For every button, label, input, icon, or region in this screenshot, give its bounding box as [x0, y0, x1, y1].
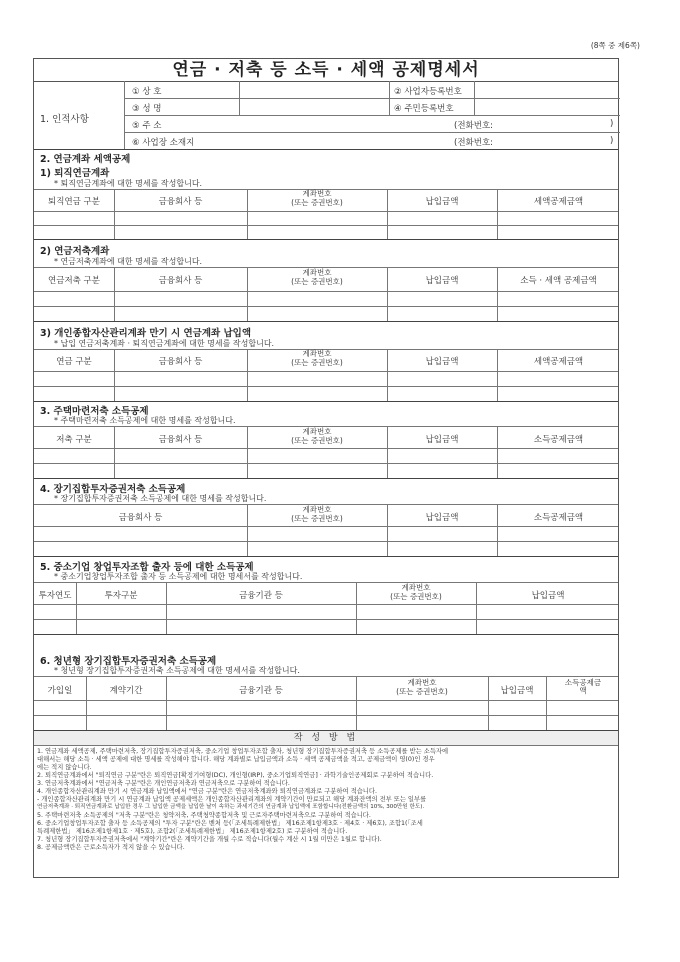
- col-deduction: 소득공제금액: [533, 513, 584, 523]
- section2-1-title: 1) 퇴직연금계좌: [40, 168, 110, 179]
- form-frame: [33, 58, 619, 878]
- col-pension-type: 연금 구분: [56, 357, 92, 367]
- col-account-no: 계좌번호: [302, 349, 332, 358]
- col-account-no-sub: (또는 증권번호): [291, 277, 343, 286]
- col-savings-type: 저축 구분: [56, 435, 92, 445]
- method-line: 2. 퇴직연금계좌에서 "퇴직연금 구분"란은 퇴직연금[확정기여형(DC), 개인형(IRP), 중소기업퇴직연금] · 과학기술인공제회로 구분하여 적습니다.: [37, 772, 434, 779]
- section6-title: 6. 청년형 장기집합투자증권저축 소득공제: [40, 656, 217, 667]
- method-line: 7. 청년형 장기집합투자증권저축에서 "계약기간"란은 계약기간을 개월 수로 적습니다(월수 계산 시 1월 미만은 1월로 합니다).: [37, 836, 382, 843]
- method-line: 특례제한법」 제16조제1항제1호 · 제5호), 조합2(「조세특례제한법」 제16조제1항제2호) 로 구분하여 적습니다.: [37, 828, 348, 835]
- col-deduction-sub: 액: [579, 686, 587, 695]
- col-financial-institution: 금융회사 등: [158, 197, 203, 207]
- col-financial-institution: 금융회사 등: [158, 435, 203, 445]
- col-account-no-sub: (또는 증권번호): [390, 592, 442, 601]
- col-account-no: 계좌번호: [302, 427, 332, 436]
- phone-close-1: ): [610, 119, 614, 129]
- section4-note: * 장기집합투자증권저축 소득공제에 대한 명세를 작성합니다.: [54, 494, 267, 503]
- col-payment: 납입금액: [425, 513, 459, 523]
- field-business-reg-no: ② 사업자등록번호: [394, 87, 462, 97]
- col-invest-type: 투자구분: [104, 591, 138, 601]
- section2-1-note: * 퇴직연금계좌에 대한 명세를 작성합니다.: [54, 179, 203, 188]
- col-join-date: 가입일: [47, 686, 73, 696]
- form-title: 연금 · 저축 등 소득 · 세액 공제명세서: [34, 59, 618, 82]
- method-title: 작 성 방 법: [34, 731, 618, 745]
- phone-label-1: (전화번호:: [454, 121, 494, 131]
- method-line: 에는 적지 않습니다.: [37, 764, 92, 771]
- col-financial-institution: 금융회사 등: [118, 513, 163, 523]
- col-payment: 납입금액: [500, 686, 534, 696]
- field-company-name: ① 상 호: [132, 87, 162, 97]
- col-payment: 납입금액: [425, 435, 459, 445]
- method-line: 6. 중소기업창업투자조합 출자 등 소득공제의 "투자 구분"란은 벤처 등(「조세특례제한법」 제16조제1항제3호 · 제4호 · 제6호), 조합1(「조세: [37, 820, 423, 827]
- col-credit: 소득 · 세액 공제금액: [520, 276, 597, 286]
- method-line: - 개인종합자산관리계좌 만기 시 연금계좌 납입액 공제세액은 개인종합자산관리계좌의 계약기간이 만료되고 해당 계좌잔액의 전부 또는 일부를: [37, 796, 427, 803]
- col-financial-institution: 금융기관 등: [239, 591, 283, 601]
- section2-header: 2. 연금계좌 세액공제: [40, 154, 131, 165]
- method-line: 3. 연금저축계좌에서 "연금저축 구분"란은 개인연금저축과 연금저축으로 구분하여 적습니다.: [37, 780, 290, 787]
- col-account-no-sub: (또는 증권번호): [291, 436, 343, 445]
- col-payment: 납입금액: [425, 197, 459, 207]
- phone-close-2: ): [610, 136, 614, 146]
- col-account-no-sub: (또는 증권번호): [291, 358, 343, 367]
- col-financial-institution: 금융기관 등: [239, 686, 283, 696]
- field-name: ③ 성 명: [132, 104, 162, 114]
- section3-title: 3. 주택마련저축 소득공제: [40, 406, 149, 417]
- col-account-no-sub: (또는 증권번호): [291, 514, 343, 523]
- field-business-address: ⑥ 사업장 소재지: [132, 138, 195, 148]
- col-credit: 세액공제금액: [533, 197, 584, 207]
- phone-label-2: (전화번호:: [454, 138, 494, 148]
- section2-2-note: * 연금저축계좌에 대한 명세를 작성합니다.: [54, 257, 203, 266]
- col-retire-type: 퇴직연금 구분: [48, 197, 100, 207]
- section2-3-note: * 납입 연금저축계좌 · 퇴직연금계좌에 대한 명세를 작성합니다.: [54, 339, 275, 348]
- section5-note: * 중소기업창업투자조합 출자 등 소득공제에 대한 명세서를 작성합니다.: [54, 572, 303, 581]
- method-line: 4. 개인종합자산관리계좌 만기 시 연금계좌 납입액에서 "연금 구분"란은 연금저축계좌와 퇴직연금계좌로 구분하여 적습니다.: [37, 788, 377, 795]
- field-resident-reg-no: ④ 주민등록번호: [394, 104, 454, 114]
- col-account-no: 계좌번호: [302, 505, 332, 514]
- section2-3-title: 3) 개인종합자산관리계좌 만기 시 연금계좌 납입액: [40, 328, 252, 339]
- col-pension-savings-type: 연금저축 구분: [48, 276, 100, 286]
- col-account-no: 계좌번호: [302, 268, 332, 277]
- col-financial-institution: 금융회사 등: [158, 357, 203, 367]
- section2-2-title: 2) 연금저축계좌: [40, 246, 110, 257]
- col-invest-year: 투자연도: [38, 591, 72, 601]
- col-account-no-sub: (또는 증권번호): [291, 198, 343, 207]
- method-line: 연금저축계좌 · 퇴직연금계좌로 납입한 경우 그 납입한 금액을 납입한 날이 속하는 과세기간의 연금계좌 납입액에 포함합니다(전환금액의 10%, 300만원 한도).: [37, 804, 425, 810]
- col-account-no-sub: (또는 증권번호): [396, 687, 448, 696]
- personal-header: 1. 인적사항: [40, 114, 89, 125]
- section3-note: * 주택마련저축 소득공제에 대한 명세를 작성합니다.: [54, 416, 236, 425]
- col-payment: 납입금액: [531, 591, 565, 601]
- col-account-no: 계좌번호: [302, 189, 332, 198]
- col-contract-period: 계약기간: [109, 686, 143, 696]
- col-credit: 세액공제금액: [533, 357, 584, 367]
- col-payment: 납입금액: [425, 276, 459, 286]
- col-deduction: 소득공제금액: [533, 435, 584, 445]
- section4-title: 4. 장기집합투자증권저축 소득공제: [40, 484, 186, 495]
- col-account-no: 계좌번호: [401, 583, 431, 592]
- col-payment: 납입금액: [425, 357, 459, 367]
- method-line: 5. 주택마련저축 소득공제의 "저축 구분"란은 청약저축, 주택청약종합저축 및 근로자주택마련저축으로 구분하여 적습니다.: [37, 812, 371, 819]
- col-financial-institution: 금융회사 등: [158, 276, 203, 286]
- section5-title: 5. 중소기업 창업투자조합 출자 등에 대한 소득공제: [40, 562, 254, 573]
- section6-note: * 청년형 장기집합투자증권저축 소득공제에 대한 명세서를 작성합니다.: [54, 666, 300, 675]
- col-deduction: 소득공제금: [564, 678, 602, 687]
- col-account-no: 계좌번호: [407, 678, 437, 687]
- method-line: 대해서는 해당 소득 · 세액 공제에 대한 명세를 작성해야 합니다. 해당 계좌별로 납입금액과 소득 · 세액 공제금액을 적고, 공제금액이 영(0)인 경우: [37, 756, 435, 763]
- field-address: ⑤ 주 소: [132, 121, 162, 131]
- page-number: (8쪽 중 제6쪽): [590, 41, 640, 50]
- method-line: 1. 연금계좌 세액공제, 주택마련저축, 장기집합투자증권저축, 중소기업 창업투자조합 출자, 청년형 장기집합투자증권저축 등 소득공제를 받는 소득자에: [37, 748, 449, 755]
- method-line: 8. 공제금액란은 근로소득자가 적지 않을 수 있습니다.: [37, 844, 185, 851]
